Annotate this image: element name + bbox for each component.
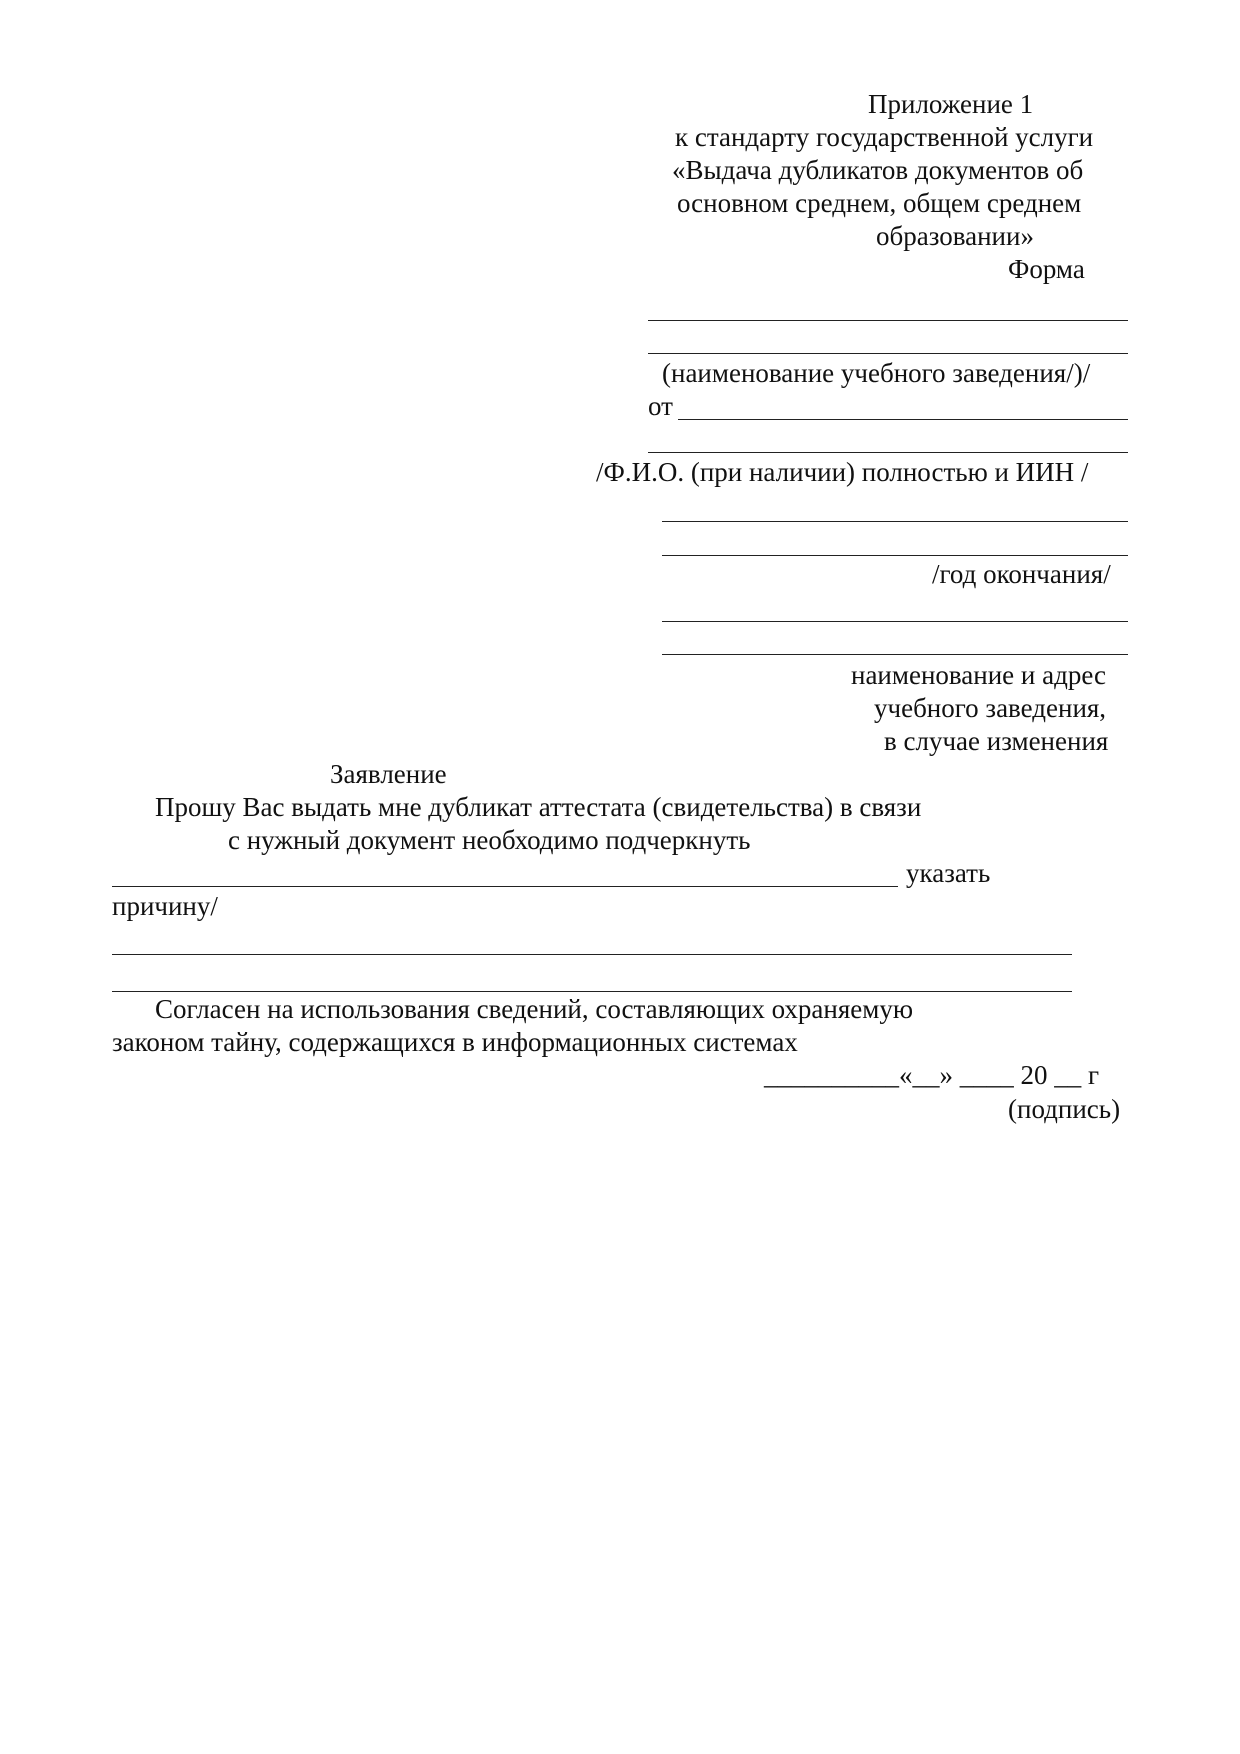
reason-line-3[interactable] [112,991,1072,992]
signature-date-line[interactable]: __________«__» ____ 20 __ г [764,1060,1100,1090]
address-line-1[interactable] [662,621,1128,622]
signature-caption: (подпись) [1008,1094,1121,1124]
institution-caption: (наименование учебного заведения/)/ [662,358,1091,388]
address-caption-2: учебного заведения, [874,693,1107,723]
institution-line-2[interactable] [648,353,1128,354]
from-line[interactable] [678,419,1128,420]
header-line-2: «Выдача дубликатов документов об [672,155,1084,185]
institution-line-1[interactable] [648,320,1128,321]
fio-caption: /Ф.И.О. (при наличии) полностью и ИИН / [596,457,1089,487]
fio-line[interactable] [648,452,1128,453]
year-line-1[interactable] [662,521,1128,522]
statement-title: Заявление [330,759,447,789]
from-prefix: от [648,391,673,421]
reason-line-2[interactable] [112,954,1072,955]
reason-line-1[interactable] [112,886,898,887]
header-line-1: к стандарту государственной услуги [675,122,1094,152]
reason-suffix: указать [906,858,991,888]
header-line-3: основном среднем, общем среднем [677,188,1082,218]
request-line-2: с нужный документ необходимо подчеркнуть [228,825,751,855]
year-caption: /год окончания/ [932,559,1111,589]
reason-label: причину/ [112,891,218,921]
year-line-2[interactable] [662,555,1128,556]
consent-line-1: Согласен на использования сведений, составляющих охраняемую [155,994,914,1024]
form-label: Форма [1008,254,1085,284]
request-line-1: Прошу Вас выдать мне дубликат аттестата (свидетельства) в связи [155,792,922,822]
address-caption-3: в случае изменения [884,726,1109,756]
address-caption-1: наименование и адрес [851,660,1106,690]
consent-line-2: законом тайну, содержащихся в информационных системах [112,1027,798,1057]
appendix-label: Приложение 1 [868,89,1034,119]
address-line-2[interactable] [662,654,1128,655]
header-line-4: образовании» [876,221,1034,251]
